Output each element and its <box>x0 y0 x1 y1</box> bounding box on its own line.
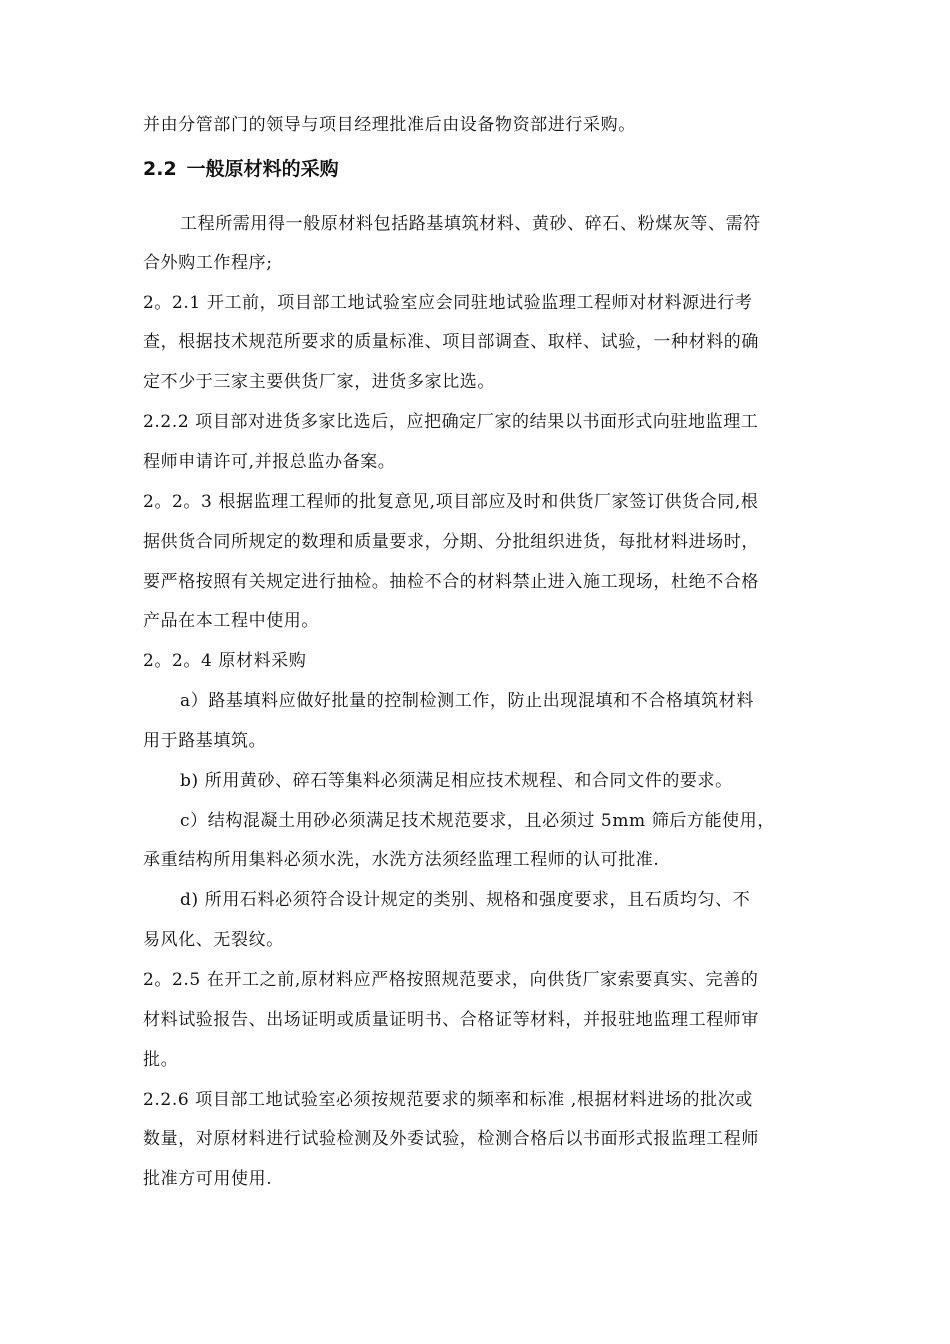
paragraph-line: 承重结构所用集料必须水洗，水洗方法须经监理工程师的认可批准. <box>143 850 660 870</box>
paragraph-line: 2。2.1 开工前，项目部工地试验室应会同驻地试验监理工程师对材料源进行考 <box>143 293 753 313</box>
paragraph-line: 批准方可用使用. <box>143 1169 273 1189</box>
paragraph-line: 易风化、无裂纹。 <box>143 930 284 950</box>
paragraph-line: 2。2。4 原材料采购 <box>143 651 307 671</box>
paragraph-line: 产品在本工程中使用。 <box>143 611 319 631</box>
list-item-b: b) 所用黄砂、碎石等集料必须满足相应技术规程、和合同文件的要求。 <box>180 771 733 791</box>
section-title: 一般原材料的采购 <box>186 158 339 180</box>
paragraph-line: 并由分管部门的领导与项目经理批准后由设备物资部进行采购。 <box>143 115 636 135</box>
section-heading <box>143 156 339 182</box>
list-item-c: c）结构混凝土用砂必须满足技术规范要求，且必须过 5mm 筛后方能使用， <box>180 811 775 831</box>
paragraph-line: 数量，对原材料进行试验检测及外委试验，检测合格后以书面形式报监理工程师 <box>143 1129 759 1149</box>
paragraph-line: 2。2。3 根据监理工程师的批复意见,项目部应及时和供货厂家签订供货合同,根 <box>143 492 759 512</box>
paragraph-line: 2.2.2 项目部对进货多家比选后，应把确定厂家的结果以书面形式向驻地监理工 <box>143 412 759 432</box>
paragraph-line: 要严格按照有关规定进行抽检。抽检不合的材料禁止进入施工现场，杜绝不合格 <box>143 572 759 592</box>
paragraph-line: 合外购工作程序; <box>143 253 273 273</box>
paragraph-line: 用于路基填筑。 <box>143 731 267 751</box>
paragraph-line: 程师申请许可,并报总监办备案。 <box>143 452 396 472</box>
paragraph-line: 2。2.5 在开工之前,原材料应严格按照规范要求，向供货厂家索要真实、完善的 <box>143 970 759 990</box>
list-item-d: d) 所用石料必须符合设计规定的类别、规格和强度要求，且石质均匀、不 <box>180 890 751 910</box>
paragraph-line: 查，根据技术规范所要求的质量标准、项目部调查、取样、试验，一种材料的确 <box>143 332 759 352</box>
paragraph-line: 工程所需用得一般原材料包括路基填筑材料、黄砂、碎石、粉煤灰等、需符 <box>180 214 761 234</box>
paragraph-line: 2.2.6 项目部工地试验室必须按规范要求的频率和标准 ,根据材料进场的批次或 <box>143 1090 753 1110</box>
list-item-a: a）路基填料应做好批量的控制检测工作，防止出现混填和不合格填筑材料 <box>180 691 754 711</box>
paragraph-line: 定不少于三家主要供货厂家，进货多家比选。 <box>143 372 495 392</box>
paragraph-line: 据供货合同所规定的数理和质量要求，分期、分批组织进货，每批材料进场时， <box>143 532 759 552</box>
paragraph-line: 材料试验报告、出场证明或质量证明书、合格证等材料，并报驻地监理工程师审 <box>143 1010 759 1030</box>
paragraph-line: 批。 <box>143 1050 179 1070</box>
section-number: 2.2 <box>143 158 177 180</box>
